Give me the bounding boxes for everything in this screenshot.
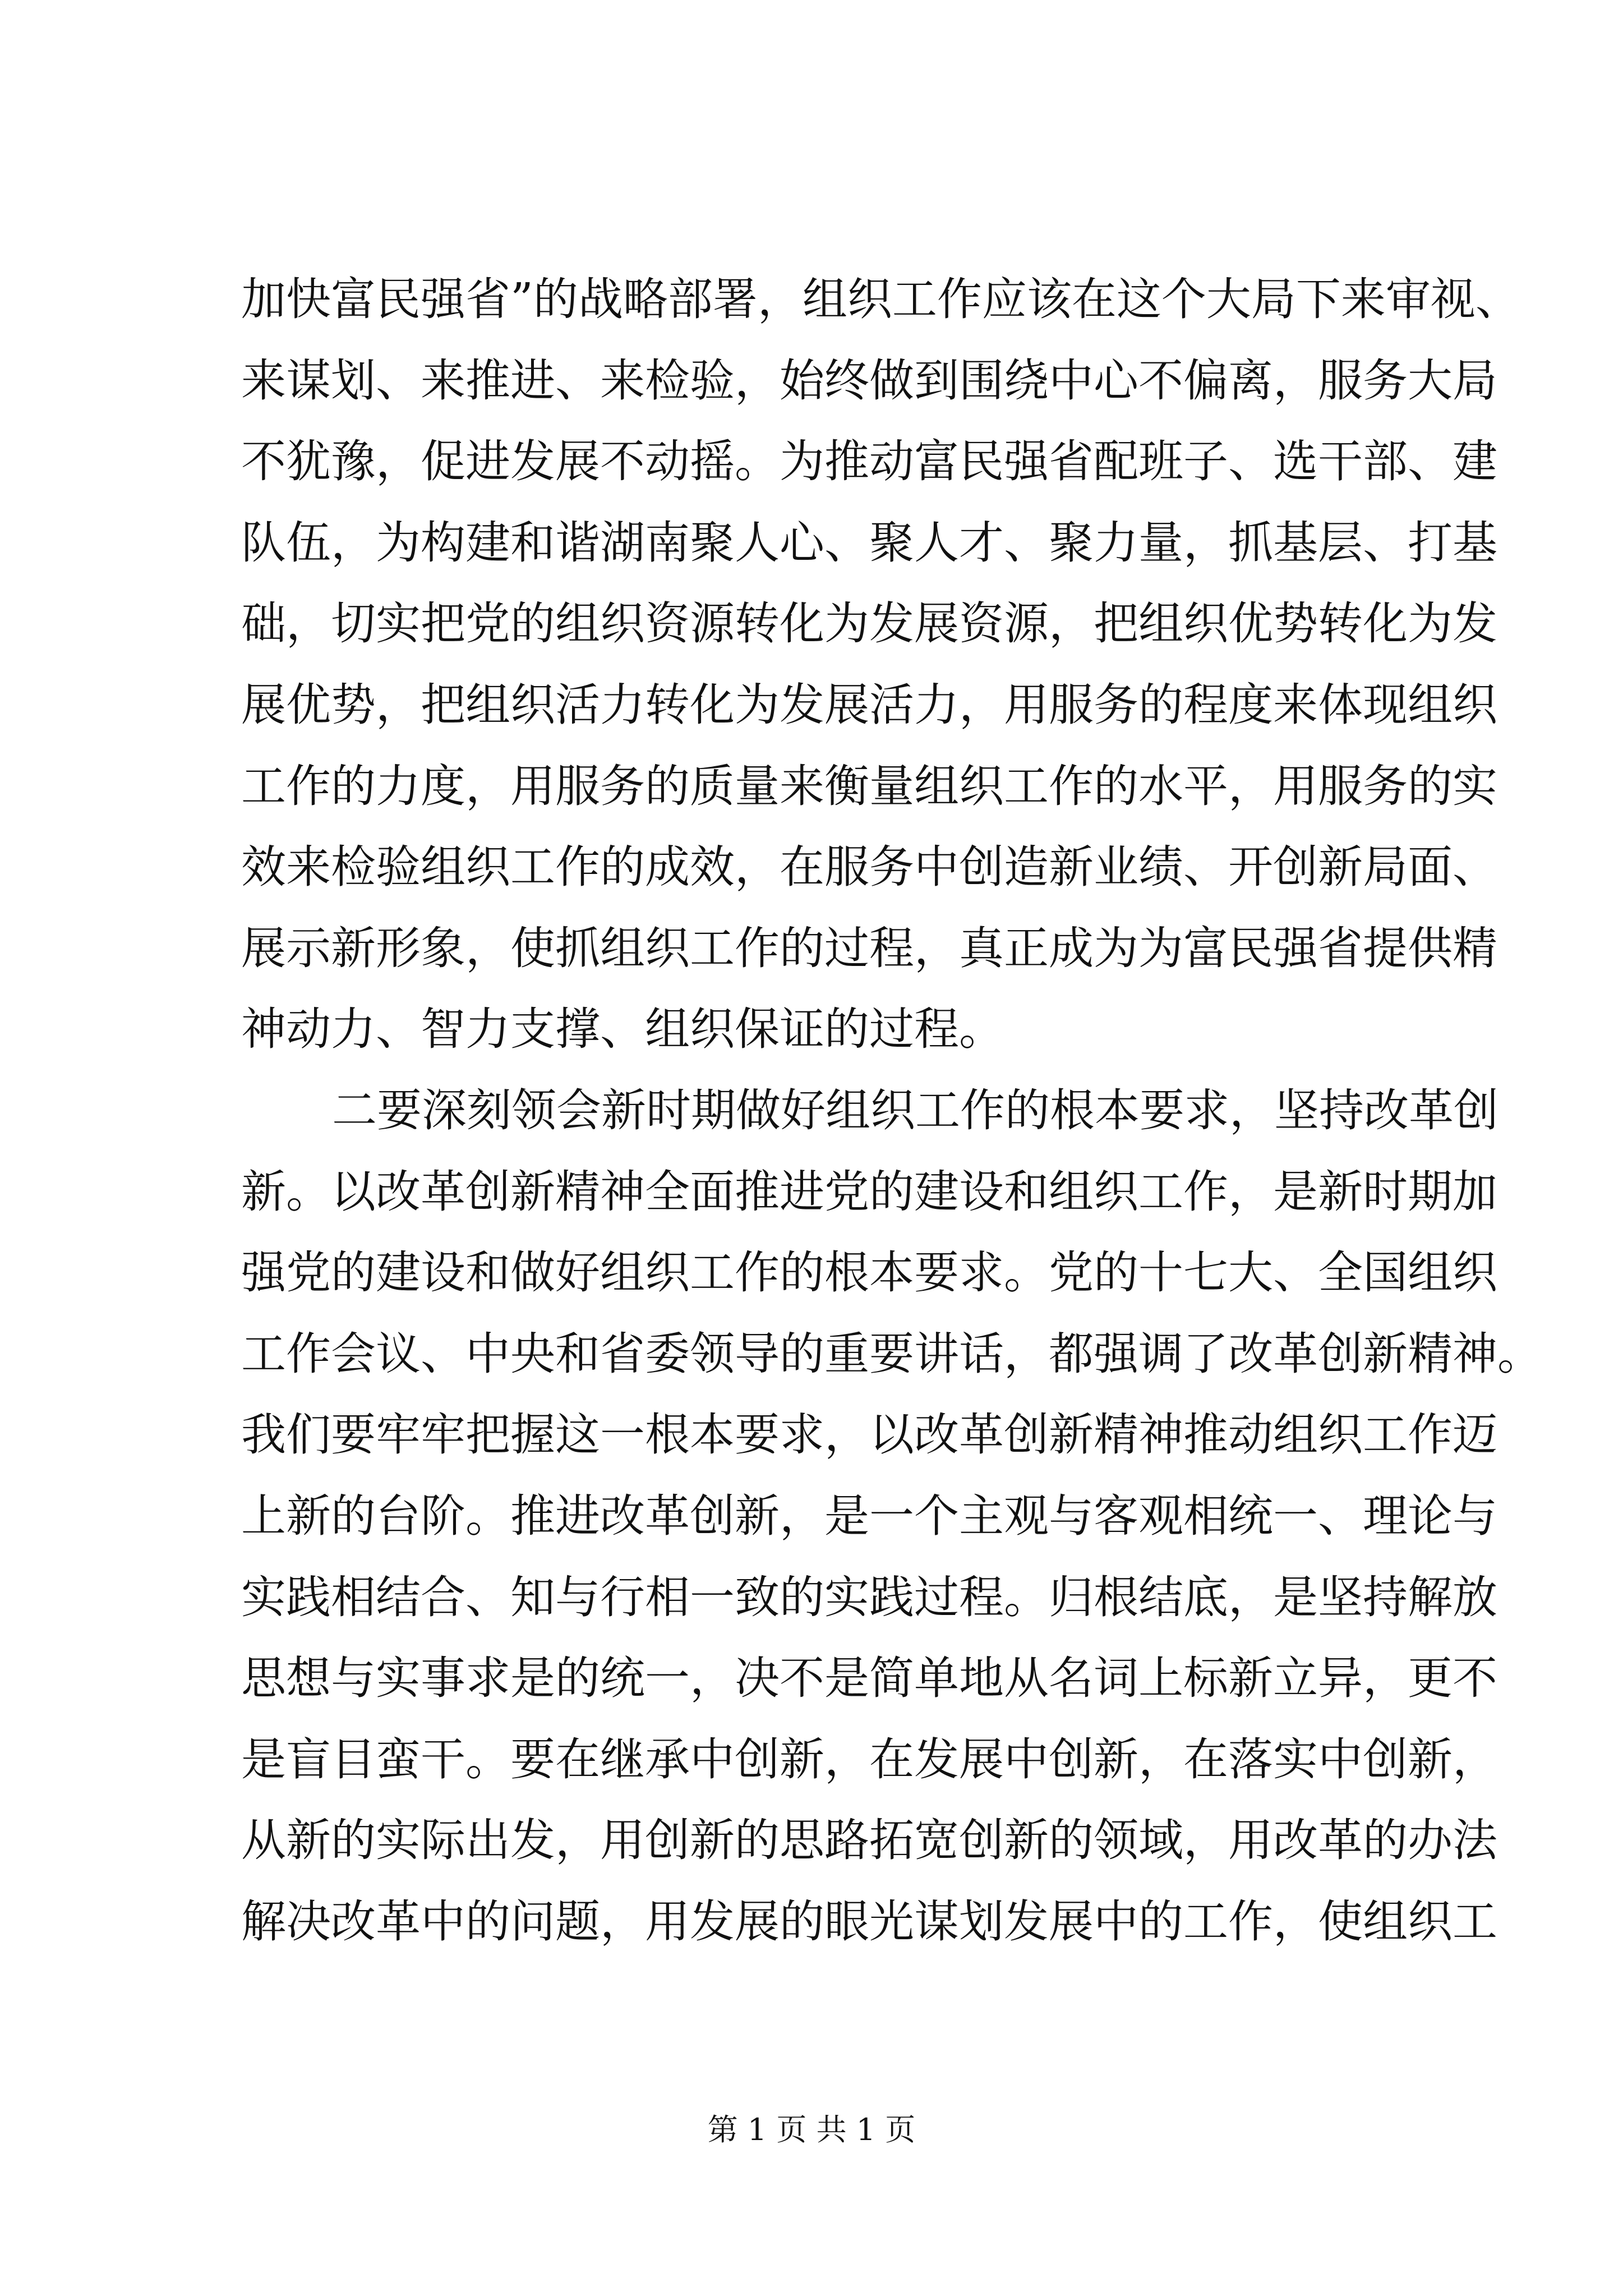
text-line: 来谋划、来推进、来检验，始终做到围绕中心不偏离，服务大局 [241,354,1497,407]
text-line: 解决改革中的问题，用发展的眼光谋划发展中的工作，使组织工 [241,1895,1497,1948]
text-line: 强党的建设和做好组织工作的根本要求。党的十七大、全国组织 [241,1246,1497,1299]
text-line: 不犹豫，促进发展不动摇。为推动富民强省配班子、选干部、建 [241,435,1497,488]
body-text [241,259,1542,1962]
text-line: 工作会议、中央和省委领导的重要讲话，都强调了改革创新精神。 [241,1327,1542,1380]
text-line: 实践相结合、知与行相一致的实践过程。归根结底，是坚持解放 [241,1571,1497,1623]
paragraph-1 [241,259,1520,1070]
text-line: 加快富民强省”的战略部署，组织工作应该在这个大局下来审视、 [241,273,1520,325]
text-line: 效来检验组织工作的成效，在服务中创造新业绩、开创新局面、 [241,841,1497,894]
text-line: 二要深刻领会新时期做好组织工作的根本要求，坚持改革创 [332,1084,1498,1137]
text-line: 我们要牢牢把握这一根本要求，以改革创新精神推动组织工作迈 [241,1409,1497,1461]
text-line: 工作的力度，用服务的质量来衡量组织工作的水平，用服务的实 [241,760,1497,812]
page-number-label: 第 1 页 共 1 页 [707,2112,916,2147]
text-line: 思想与实事求是的统一，决不是简单地从名词上标新立异，更不 [241,1652,1497,1705]
page-footer [0,2110,1623,2150]
text-line: 新。以改革创新精神全面推进党的建设和组织工作，是新时期加 [241,1165,1497,1218]
text-line: 上新的台阶。推进改革创新，是一个主观与客观相统一、理论与 [241,1489,1497,1542]
text-line: 队伍，为构建和谐湖南聚人心、聚人才、聚力量，抓基层、打基 [241,516,1497,569]
text-line: 础，切实把党的组织资源转化为发展资源，把组织优势转化为发 [241,597,1497,650]
text-line: 从新的实际出发，用创新的思路拓宽创新的领域，用改革的办法 [241,1814,1497,1867]
text-line: 展优势，把组织活力转化为发展活力，用服务的程度来体现组织 [241,678,1497,731]
text-line: 展示新形象，使抓组织工作的过程，真正成为为富民强省提供精 [241,922,1497,974]
paragraph-2 [241,1070,1542,1963]
text-line: 神动力、智力支撑、组织保证的过程。 [241,1003,1004,1056]
text-line: 是盲目蛮干。要在继承中创新，在发展中创新，在落实中创新， [241,1733,1497,1786]
